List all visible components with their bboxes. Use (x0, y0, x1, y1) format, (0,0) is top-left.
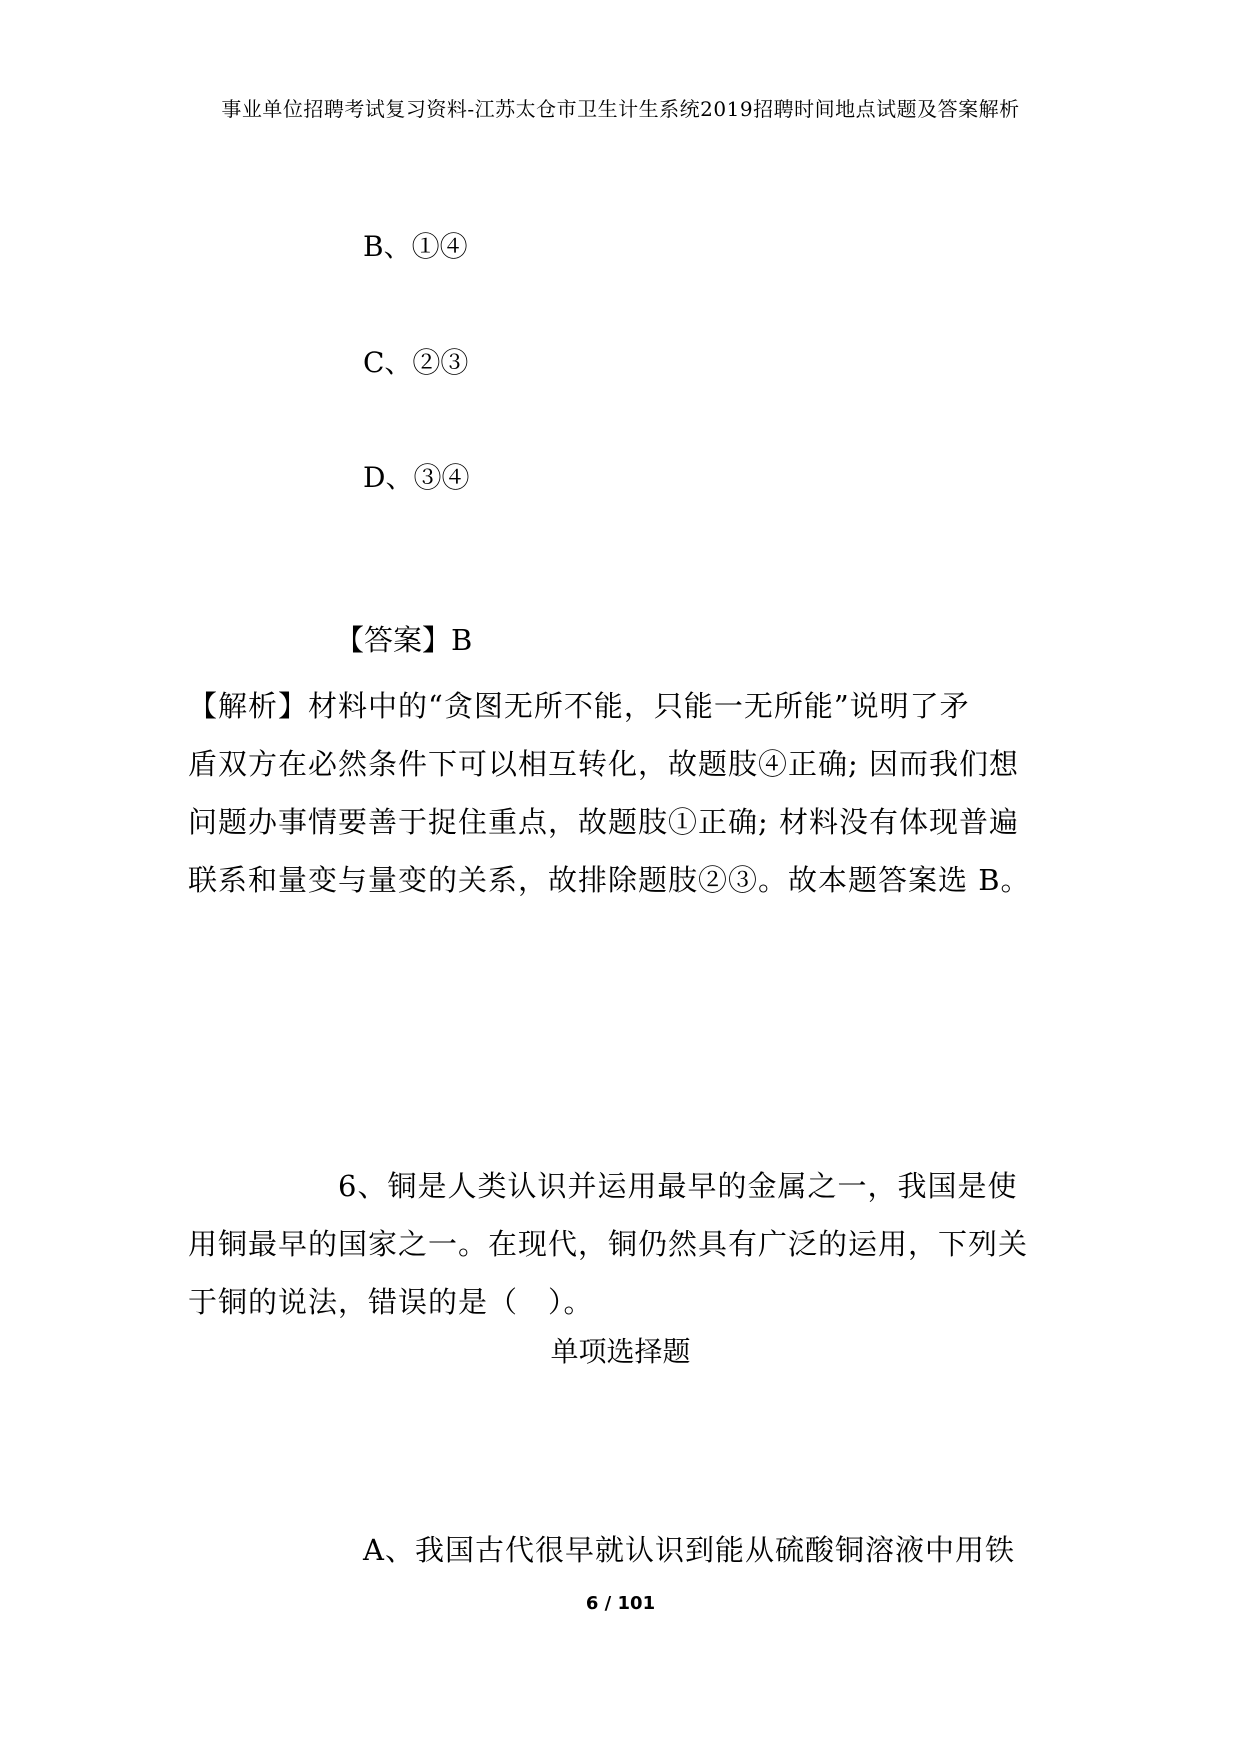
analysis-paragraph (188, 677, 1058, 909)
analysis-line: 联系和量变与量变的关系，故排除题肢②③。故本题答案选 B。 (188, 863, 1031, 897)
document-header-title: 事业单位招聘考试复习资料-江苏太仓市卫生计生系统2019招聘时间地点试题及答案解析 (221, 97, 1020, 121)
option-a: A、我国古代很早就认识到能从硫酸铜溶液中用铁 (363, 1533, 1015, 1567)
option-d: D、③④ (363, 461, 470, 494)
question-line: 用铜最早的国家之一。在现代，铜仍然具有广泛的运用，下列关 (188, 1227, 1029, 1261)
page-number: 6 / 101 (585, 1593, 656, 1614)
analysis-line: 【解析】材料中的“贪图无所不能，只能一无所能”说明了矛 (188, 689, 970, 723)
question-type-label: 单项选择题 (550, 1335, 691, 1368)
answer-label: 【答案】B (335, 623, 473, 657)
question-line: 6、铜是人类认识并运用最早的金属之一，我国是使 (338, 1169, 1018, 1203)
question-line: 于铜的说法，错误的是（ ）。 (188, 1285, 594, 1319)
question-6-stem (188, 1157, 1058, 1331)
option-c: C、②③ (363, 346, 469, 379)
analysis-line: 问题办事情要善于捉住重点，故题肢①正确; 材料没有体现普遍 (188, 805, 1019, 839)
option-b: B、①④ (363, 230, 468, 263)
analysis-line: 盾双方在必然条件下可以相互转化，故题肢④正确; 因而我们想 (188, 747, 1019, 781)
